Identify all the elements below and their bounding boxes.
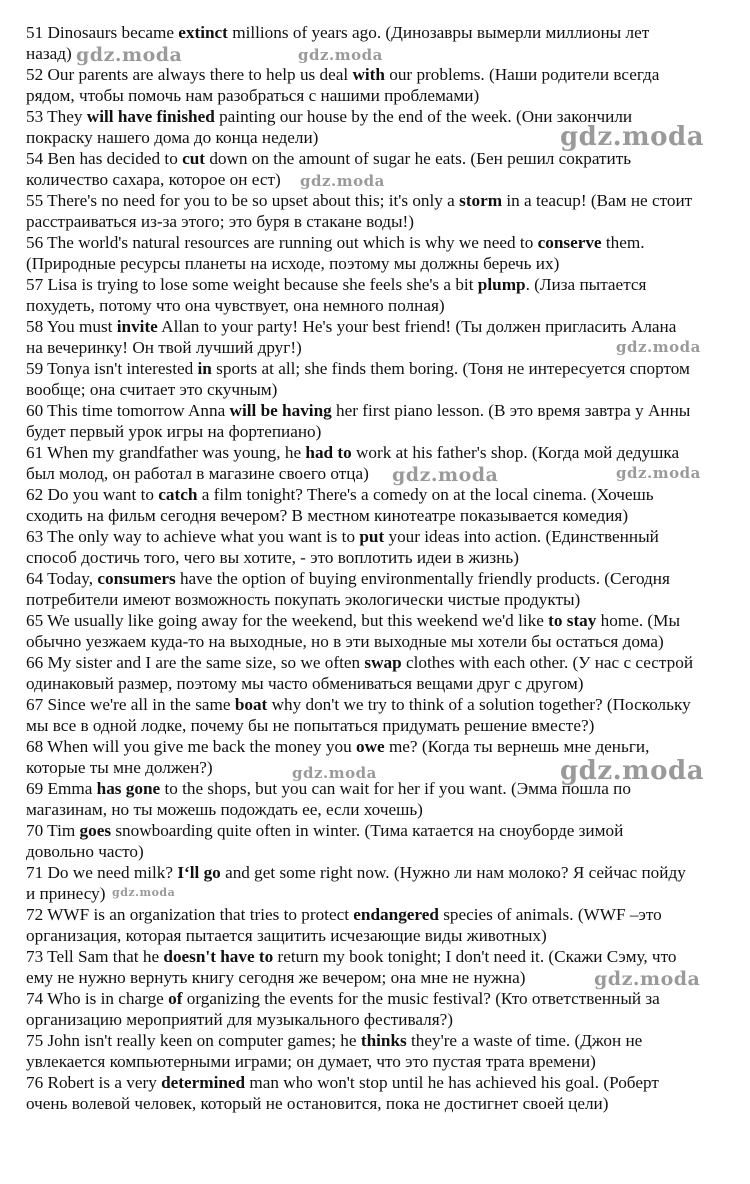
line-segment: расстраиваться из-за этого; это буря в стакане воды!) — [26, 212, 414, 231]
answer-word: conserve — [537, 233, 602, 252]
text-line — [26, 484, 654, 505]
answer-word: put — [359, 527, 385, 546]
text-line — [26, 883, 105, 904]
text-line — [26, 169, 281, 190]
watermark: gdz.moda — [298, 46, 383, 64]
line-segment: был молод, он работал в магазине своего отца) — [26, 464, 369, 483]
line-segment: 75 John isn't really keen on computer games; he — [26, 1031, 361, 1050]
text-line — [26, 211, 414, 232]
answer-word: extinct — [178, 23, 228, 42]
line-segment: 67 Since we're all in the same — [26, 695, 235, 714]
answer-word: of — [168, 989, 183, 1008]
text-line — [26, 946, 676, 967]
text-line — [26, 274, 646, 295]
text-line — [26, 43, 72, 64]
answer-word: boat — [234, 695, 268, 714]
answer-word: plump — [477, 275, 526, 294]
text-line — [26, 610, 680, 631]
text-line — [26, 1030, 642, 1051]
line-segment: 57 Lisa is trying to lose some weight because she feels she's a bit — [26, 275, 478, 294]
watermark: gdz.moda — [392, 464, 499, 486]
line-segment: 65 We usually like going away for the weekend, but this weekend we'd like — [26, 611, 549, 630]
answer-word: doesn't have to — [163, 947, 274, 966]
line-segment: 71 Do we need milk? — [26, 863, 178, 882]
line-segment: магазинам, но ты можешь подождать ее, если хочешь) — [26, 800, 423, 819]
line-segment: похудеть, потому что она чувствует, она немного полная) — [26, 296, 445, 315]
text-line — [26, 421, 321, 442]
text-line — [26, 337, 302, 358]
line-segment: work at his father's shop. (Когда мой дедушка — [351, 443, 680, 462]
line-segment: 51 Dinosaurs became — [26, 23, 179, 42]
text-line — [26, 967, 525, 988]
text-line — [26, 22, 649, 43]
line-segment: 68 When will you give me back the money you — [26, 737, 356, 756]
line-segment: 61 When my grandfather was young, he — [26, 443, 306, 462]
line-segment: одинаковый размер, поэтому мы часто обмениваться вещами друг с другом) — [26, 674, 584, 693]
text-line — [26, 190, 692, 211]
line-segment: 70 Tim — [26, 821, 80, 840]
answer-word: I‘ll go — [177, 863, 221, 882]
text-line — [26, 799, 423, 820]
line-segment: sports at all; she finds them boring. (Тоня не интересуется спортом — [211, 359, 690, 378]
text-line — [26, 526, 659, 547]
answer-word: swap — [364, 653, 402, 672]
line-segment: 72 WWF is an organization that tries to protect — [26, 905, 354, 924]
line-segment: назад) — [26, 44, 72, 63]
line-segment: 54 Ben has decided to — [26, 149, 183, 168]
text-line — [26, 925, 547, 946]
text-line — [26, 1072, 659, 1093]
line-segment: 64 Today, — [26, 569, 98, 588]
watermark: gdz.moda — [616, 338, 701, 356]
line-segment: her first piano lesson. (В это время завтра у Анны — [331, 401, 691, 420]
answer-word: determined — [161, 1073, 246, 1092]
text-line — [26, 400, 690, 421]
line-segment: 59 Tonya isn't interested — [26, 359, 198, 378]
watermark: gdz.moda — [112, 886, 176, 899]
line-segment: будет первый урок игры на фортепиано) — [26, 422, 322, 441]
line-segment: your ideas into action. (Единственный — [384, 527, 659, 546]
text-line — [26, 715, 594, 736]
line-segment: painting our house by the end of the week. (Они закончили — [214, 107, 633, 126]
text-line — [26, 85, 479, 106]
line-segment: организация, которая пытается защитить исчезающие виды животных) — [26, 926, 547, 945]
line-segment: 52 Our parents are always there to help us deal — [26, 65, 353, 84]
text-line — [26, 127, 318, 148]
line-segment: ему не нужно вернуть книгу сегодня же вечером; она мне не нужна) — [26, 968, 526, 987]
answer-word: owe — [356, 737, 385, 756]
line-segment: in a teacup! (Вам не стоит — [502, 191, 693, 210]
line-segment: обычно уезжаем куда-то на выходные, но в эти выходные мы хотели бы остаться дома) — [26, 632, 664, 651]
line-segment: 53 They — [26, 107, 87, 126]
watermark: gdz.moda — [76, 44, 183, 66]
line-segment: to the shops, but you can wait for her if you want. (Эмма пошла по — [160, 779, 631, 798]
line-segment: 66 My sister and I are the same size, so we often — [26, 653, 365, 672]
line-segment: (Природные ресурсы планеты на исходе, поэтому мы должны беречь их) — [26, 254, 560, 273]
line-segment: millions of years ago. (Динозавры вымерли миллионы лет — [227, 23, 650, 42]
text-line — [26, 841, 144, 862]
text-line — [26, 862, 686, 883]
line-segment: которые ты мне должен?) — [26, 758, 213, 777]
text-line — [26, 904, 662, 925]
line-segment: return my book tonight; I don't need it. (Скажи Сэму, что — [273, 947, 677, 966]
answer-word: endangered — [353, 905, 439, 924]
text-line — [26, 232, 645, 253]
line-segment: Allan to your party! He's your best friend! (Ты должен пригласить Алана — [157, 317, 677, 336]
line-segment: увлекается компьютерными играми; он думает, что это пустая трата времени) — [26, 1052, 596, 1071]
line-segment: очень волевой человек, который не остановится, пока не достигнет своей цели) — [26, 1094, 609, 1113]
line-segment: мы все в одной лодке, почему бы не попытаться придумать решение вместе?) — [26, 716, 595, 735]
text-line — [26, 673, 583, 694]
answer-word: had to — [305, 443, 352, 462]
line-segment: 73 Tell Sam that he — [26, 947, 164, 966]
line-segment: our problems. (Наши родители всегда — [384, 65, 660, 84]
line-segment: покраску нашего дома до конца недели) — [26, 128, 319, 147]
text-line — [26, 757, 213, 778]
text-line — [26, 379, 277, 400]
line-segment: why don't we try to think of a solution together? (Поскольку — [267, 695, 691, 714]
answer-word: has gone — [96, 779, 161, 798]
line-segment: количество сахара, которое он ест) — [26, 170, 281, 189]
line-segment: 60 This time tomorrow Anna — [26, 401, 230, 420]
text-line — [26, 295, 445, 316]
line-segment: 74 Who is in charge — [26, 989, 169, 1008]
line-segment: species of animals. (WWF –это — [438, 905, 662, 924]
text-line — [26, 64, 659, 85]
line-segment: man who won't stop until he has achieved his goal. (Роберт — [245, 1073, 659, 1092]
answer-word: storm — [459, 191, 503, 210]
text-line — [26, 631, 664, 652]
answer-word: will be having — [229, 401, 332, 420]
line-segment: на вечеринку! Он твой лучший друг!) — [26, 338, 302, 357]
line-segment: рядом, чтобы помочь нам разобраться с нашими проблемами) — [26, 86, 480, 105]
watermark: gdz.moda — [560, 122, 705, 152]
answer-word: catch — [158, 485, 198, 504]
answer-word: invite — [116, 317, 158, 336]
text-line — [26, 148, 631, 169]
line-segment: snowboarding quite often in winter. (Тима катается на сноуборде зимой — [111, 821, 624, 840]
answer-word: thinks — [360, 1031, 407, 1050]
text-line — [26, 547, 519, 568]
watermark: gdz.moda — [300, 172, 385, 190]
line-segment: 63 The only way to achieve what you want is to — [26, 527, 360, 546]
text-line — [26, 463, 369, 484]
line-segment: they're a waste of time. (Джон не — [406, 1031, 643, 1050]
text-line — [26, 1051, 596, 1072]
text-line — [26, 316, 676, 337]
text-line — [26, 694, 691, 715]
text-line — [26, 652, 693, 673]
line-segment: сходить на фильм сегодня вечером? В местном кинотеатре показывается комедия) — [26, 506, 629, 525]
text-line — [26, 253, 559, 274]
line-segment: 56 The world's natural resources are running out which is why we need to — [26, 233, 538, 252]
text-line — [26, 505, 628, 526]
text-line — [26, 358, 690, 379]
text-line — [26, 106, 632, 127]
line-segment: способ достичь того, чего вы хотите, - это воплотить идеи в жизнь) — [26, 548, 519, 567]
line-segment: 62 Do you want to — [26, 485, 159, 504]
line-segment: организацию мероприятий для музыкального фестиваля?) — [26, 1010, 453, 1029]
text-line — [26, 736, 649, 757]
answer-word: to stay — [548, 611, 597, 630]
watermark: gdz.moda — [616, 464, 701, 482]
text-line — [26, 1009, 453, 1030]
line-segment: 69 Emma — [26, 779, 97, 798]
line-segment: down on the amount of sugar he eats. (Бен решил сократить — [205, 149, 632, 168]
answer-word: consumers — [97, 569, 176, 588]
watermark: gdz.moda — [560, 756, 705, 786]
text-line — [26, 442, 679, 463]
answer-word: will have finished — [86, 107, 215, 126]
line-segment: 76 Robert is a very — [26, 1073, 162, 1092]
answer-word: cut — [182, 149, 206, 168]
line-segment: довольно часто) — [26, 842, 144, 861]
line-segment: them. — [601, 233, 645, 252]
line-segment: вообще; она считает это скучным) — [26, 380, 278, 399]
line-segment: и принесу) — [26, 884, 106, 903]
line-segment: and get some right now. (Нужно ли нам молоко? Я сейчас пойду — [220, 863, 686, 882]
line-segment: organizing the events for the music festival? (Кто ответственный за — [182, 989, 660, 1008]
answer-word: in — [197, 359, 212, 378]
line-segment: . (Лиза пытается — [525, 275, 647, 294]
line-segment: have the option of buying environmentally friendly products. (Сегодня — [175, 569, 670, 588]
text-line — [26, 988, 660, 1009]
line-segment: a film tonight? There's a comedy on at the local cinema. (Хочешь — [197, 485, 654, 504]
line-segment: 58 You must — [26, 317, 117, 336]
answer-word: goes — [79, 821, 112, 840]
watermark: gdz.moda — [594, 968, 701, 990]
line-segment: 55 There's no need for you to be so upset about this; it's only a — [26, 191, 460, 210]
line-segment: home. (Мы — [596, 611, 680, 630]
line-segment: me? (Когда ты вернешь мне деньги, — [384, 737, 650, 756]
text-line — [26, 1093, 608, 1114]
text-line — [26, 820, 623, 841]
answer-word: with — [352, 65, 385, 84]
watermark: gdz.moda — [292, 764, 377, 782]
line-segment: потребители имеют возможность покупать экологически чистые продукты) — [26, 590, 581, 609]
text-line — [26, 589, 580, 610]
line-segment: clothes with each other. (У нас с сестрой — [401, 653, 694, 672]
text-line — [26, 568, 670, 589]
